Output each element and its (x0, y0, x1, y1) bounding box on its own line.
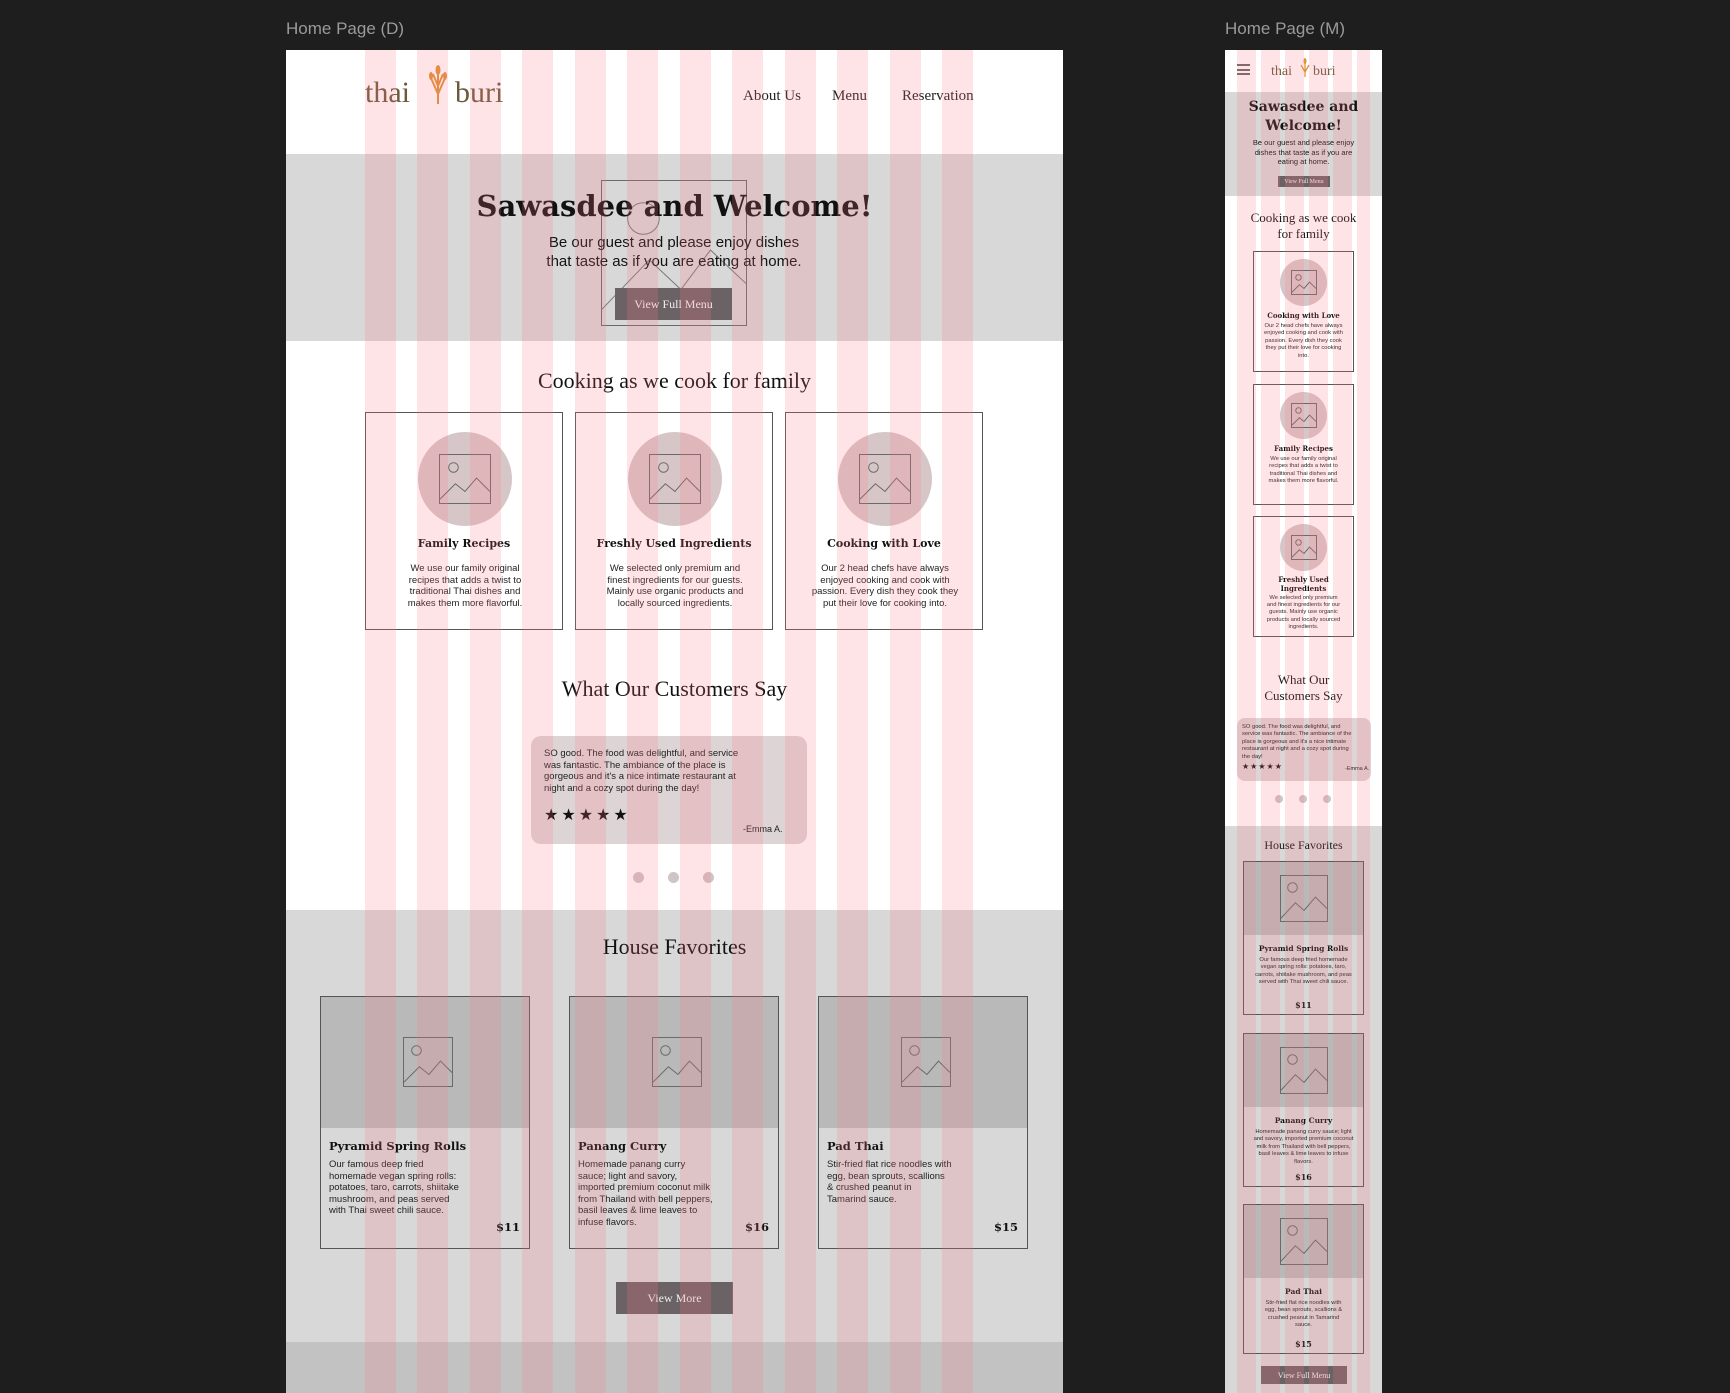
image-placeholder-icon (1280, 1218, 1328, 1265)
rating-stars: ★★★★★ (1242, 762, 1283, 771)
favorites-heading: House Favorites (602, 934, 747, 959)
logo-text-right: buri (455, 76, 504, 109)
menu-item-desc: Stir-fried flat rice noodles with egg, bean sprouts, scallions & crushed peanut in Tamarind sauce. (1264, 1300, 1343, 1329)
feature-text: We use our family original recipes that adds a twist to traditional Thai dishes and makes them more flavorful. (1268, 456, 1339, 485)
feature-title: Family Recipes (417, 537, 511, 550)
testimonial-author: -Emma A. (743, 824, 783, 834)
feature-title: Cooking with Love (1267, 311, 1340, 320)
menu-item-card[interactable] (818, 996, 1028, 1249)
menu-item-card[interactable] (1243, 1204, 1364, 1354)
image-placeholder-icon (1280, 1047, 1328, 1094)
hero-subtitle: Be our guest and please enjoy dishes that taste as if you are eating at home. (1252, 138, 1355, 166)
view-full-menu-button[interactable]: View Full Menu (1278, 176, 1330, 187)
feature-text: We use our family original recipes that adds a twist to traditional Thai dishes and makes them more flavorful. (407, 563, 523, 609)
carousel-dot[interactable] (633, 872, 644, 883)
footer-strip (286, 1342, 1063, 1393)
menu-item-price: $16 (745, 1220, 770, 1234)
testimonial-author: -Emma A. (1345, 766, 1370, 772)
feature-card (1253, 251, 1354, 372)
menu-item-desc: Homemade panang curry sauce; light and savory, imported premium coconut milk from Thailand with bell peppers, basil leaves & lime leaves to infuse flavors. (1253, 1129, 1354, 1165)
header (286, 50, 1063, 154)
nav-about[interactable]: About Us (743, 88, 801, 104)
menu-item-desc: Our famous deep fried homemade vegan spring rolls: potatoes, taro, carrots, shiitake mushroom, and peas served with Thai sweet chili sauce. (1255, 957, 1352, 986)
desktop-frame-label: Home Page (D) (286, 19, 405, 38)
image-placeholder-icon (403, 1037, 453, 1087)
menu-item-price: $15 (1295, 1339, 1312, 1349)
wheat-icon (1298, 58, 1312, 78)
view-full-menu-button[interactable]: View Full Menu (1261, 1366, 1347, 1384)
hero-section (1225, 92, 1382, 196)
feature-text: We selected only premium and finest ingredients for our guests. Mainly use organic products and locally sourced ingredients. (606, 563, 744, 609)
image-placeholder-icon (652, 1037, 702, 1087)
image-placeholder-icon (439, 454, 491, 504)
image-placeholder-icon (1291, 403, 1317, 428)
menu-item-name: Pyramid Spring Rolls (329, 1139, 467, 1153)
menu-item-price: $11 (1295, 1000, 1312, 1010)
menu-item-card[interactable] (1243, 861, 1364, 1015)
menu-item-name: Panang Curry (1274, 1116, 1333, 1125)
nav-menu[interactable]: Menu (832, 88, 867, 104)
carousel-dot[interactable] (1275, 795, 1283, 803)
hamburger-menu-icon[interactable] (1237, 64, 1250, 75)
carousel-dot[interactable] (1323, 795, 1331, 803)
testimonials-heading: What Our Customers Say (561, 676, 788, 701)
nav-reservation[interactable]: Reservation (902, 88, 974, 104)
menu-item-desc: Our famous deep fried homemade vegan spring rolls: potatoes, taro, carrots, shiitake mushroom, and peas served with Thai sweet chili sauce. (329, 1159, 459, 1216)
testimonial-card (531, 736, 807, 844)
features-heading: Cooking as we cook for family (537, 368, 812, 393)
menu-item-name: Panang Curry (578, 1139, 667, 1153)
features-heading: Cooking as we cook for family (1250, 210, 1357, 241)
image-placeholder-icon (1291, 270, 1317, 295)
feature-card (1253, 384, 1354, 505)
favorites-section (1225, 826, 1382, 1393)
logo-text-left: thai (1271, 64, 1292, 79)
carousel-dot[interactable] (668, 872, 679, 883)
testimonial-quote: SO good. The food was delightful, and service was fantastic. The ambiance of the place is gorgeous and it's a nice intimate restaurant at night and a cozy spot during the day! (1242, 724, 1352, 760)
wheat-icon (423, 64, 453, 106)
carousel-dot[interactable] (703, 872, 714, 883)
menu-item-card[interactable] (1243, 1033, 1364, 1187)
hero-section (286, 154, 1063, 341)
feature-text: Our 2 head chefs have always enjoyed cooking and cook with passion. Every dish they cook they put their love for cooking into. (1264, 323, 1343, 359)
menu-item-desc: Homemade panang curry sauce; light and savory, imported premium coconut milk from Thailand with bell peppers, basil leaves & lime leaves to infuse flavors. (578, 1159, 713, 1228)
menu-item-card[interactable] (320, 996, 530, 1249)
logo[interactable] (365, 64, 515, 114)
image-placeholder-icon (649, 454, 701, 504)
feature-card (365, 412, 563, 630)
favorites-heading: House Favorites (1264, 838, 1343, 852)
feature-title: Freshly Used Ingredients (596, 537, 752, 550)
image-placeholder-icon (901, 1037, 951, 1087)
image-placeholder-icon (859, 454, 911, 504)
testimonial-card (1237, 718, 1371, 781)
hero-title: Sawasdee and Welcome! (476, 189, 873, 223)
mobile-frame (1225, 50, 1382, 1393)
logo-text-right: buri (1313, 64, 1336, 79)
view-more-button[interactable]: View More (616, 1282, 733, 1314)
feature-text: We selected only premium and finest ingredients for our guests. Mainly use organic products and locally sourced ingredients. (1266, 595, 1341, 630)
menu-item-price: $15 (994, 1220, 1019, 1234)
view-full-menu-button[interactable]: View Full Menu (615, 288, 732, 320)
testimonials-heading: What Our Customers Say (1264, 672, 1343, 703)
feature-card (785, 412, 983, 630)
feature-title: Freshly Used Ingredients (1278, 575, 1329, 593)
carousel-dot[interactable] (1299, 795, 1307, 803)
feature-title: Cooking with Love (827, 537, 941, 550)
logo-text-left: thai (365, 76, 410, 109)
menu-item-name: Pad Thai (827, 1139, 884, 1153)
menu-item-price: $11 (496, 1220, 521, 1234)
logo[interactable] (1271, 58, 1341, 82)
menu-item-card[interactable] (569, 996, 779, 1249)
menu-item-price: $16 (1295, 1172, 1312, 1182)
feature-title: Family Recipes (1274, 444, 1333, 453)
hero-subtitle: Be our guest and please enjoy dishes that taste as if you are eating at home. (546, 234, 802, 270)
feature-card (1253, 516, 1354, 637)
desktop-frame (286, 50, 1063, 1393)
menu-item-name: Pad Thai (1285, 1287, 1322, 1296)
image-placeholder-icon (1280, 875, 1328, 922)
mobile-frame-label: Home Page (M) (1225, 19, 1345, 38)
hero-title: Sawasdee and Welcome! (1248, 99, 1359, 134)
menu-item-name: Pyramid Spring Rolls (1258, 944, 1349, 953)
feature-card (575, 412, 773, 630)
testimonial-quote: SO good. The food was delightful, and service was fantastic. The ambiance of the place is gorgeous and it's a nice intimate restaurant at night and a cozy spot during the day! (544, 748, 739, 794)
rating-stars: ★★★★★ (544, 807, 631, 824)
image-placeholder-icon (1291, 535, 1317, 560)
menu-item-desc: Stir-fried flat rice noodles with egg, bean sprouts, scallions & crushed peanut in Tamarind sauce. (827, 1159, 952, 1205)
favorites-section (286, 910, 1063, 1393)
feature-text: Our 2 head chefs have always enjoyed cooking and cook with passion. Every dish they cook they put their love for cooking into. (811, 563, 959, 609)
